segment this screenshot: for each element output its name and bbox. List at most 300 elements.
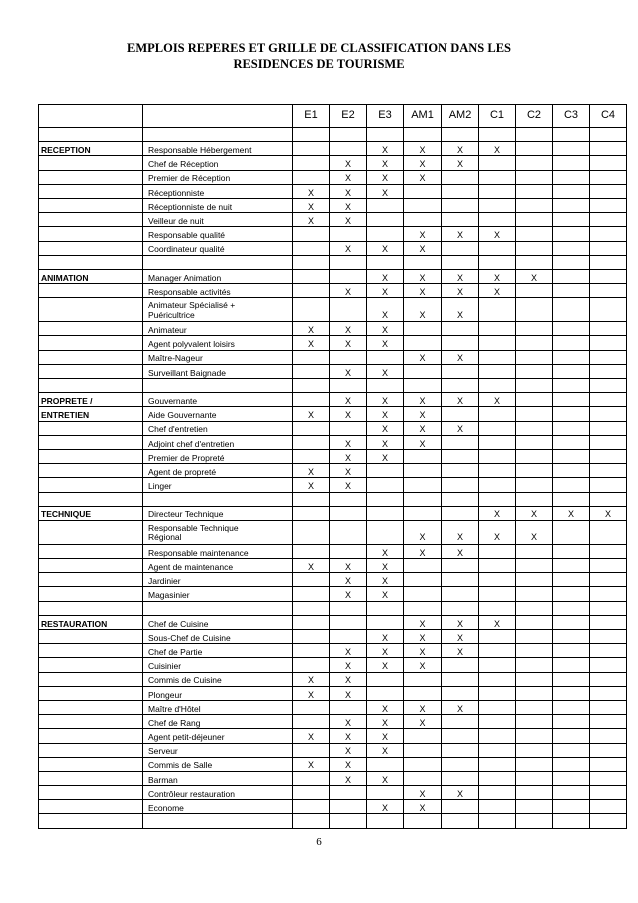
mark-c4 <box>590 322 627 336</box>
spacer-row <box>39 492 627 506</box>
mark-c1 <box>479 170 516 184</box>
mark-e3: X <box>367 771 404 785</box>
empty-cell <box>516 814 553 828</box>
empty-cell <box>143 379 293 393</box>
mark-e1 <box>293 364 330 378</box>
mark-e1 <box>293 142 330 156</box>
mark-e2: X <box>330 284 367 298</box>
category-cell <box>39 786 143 800</box>
category-label: PROPRETE / <box>39 393 143 407</box>
mark-c1 <box>479 544 516 558</box>
empty-cell <box>442 128 479 142</box>
mark-e3: X <box>367 364 404 378</box>
category-cell <box>39 729 143 743</box>
mark-c3 <box>553 336 590 350</box>
table-row <box>39 364 627 378</box>
mark-e1 <box>293 800 330 814</box>
mark-am2 <box>442 449 479 463</box>
job-title: Agent de maintenance <box>143 559 293 573</box>
mark-e3 <box>367 615 404 629</box>
table-row <box>39 227 627 241</box>
category-cell <box>39 350 143 364</box>
mark-am2 <box>442 213 479 227</box>
job-title: Responsable activités <box>143 284 293 298</box>
category-cell <box>39 336 143 350</box>
mark-c3 <box>553 615 590 629</box>
mark-am2 <box>442 435 479 449</box>
category-cell <box>39 800 143 814</box>
mark-am1 <box>404 757 442 771</box>
table-row <box>39 506 627 520</box>
table-row <box>39 573 627 587</box>
table-row <box>39 393 627 407</box>
job-title: Gouvernante <box>143 393 293 407</box>
mark-e2: X <box>330 559 367 573</box>
mark-am2 <box>442 336 479 350</box>
mark-c1 <box>479 644 516 658</box>
empty-cell <box>143 255 293 269</box>
job-title: Veilleur de nuit <box>143 213 293 227</box>
mark-c1 <box>479 729 516 743</box>
mark-am1: X <box>404 786 442 800</box>
category-cell <box>39 364 143 378</box>
mark-e2: X <box>330 729 367 743</box>
empty-cell <box>293 492 330 506</box>
mark-c2 <box>516 421 553 435</box>
mark-c1 <box>479 364 516 378</box>
empty-cell <box>143 492 293 506</box>
column-header-e3: E3 <box>367 105 404 128</box>
title-line-1: EMPLOIS REPERES ET GRILLE DE CLASSIFICATION DANS LES <box>126 41 511 55</box>
empty-cell <box>39 128 143 142</box>
mark-c2 <box>516 729 553 743</box>
mark-c3 <box>553 478 590 492</box>
table-row <box>39 559 627 573</box>
mark-e1: X <box>293 464 330 478</box>
empty-cell <box>442 255 479 269</box>
empty-cell <box>330 814 367 828</box>
job-title-line: Régional <box>148 532 182 543</box>
job-title: Chef de Cuisine <box>143 615 293 629</box>
mark-e2 <box>330 520 367 544</box>
mark-c4 <box>590 184 627 198</box>
mark-e1 <box>293 644 330 658</box>
mark-c3 <box>553 658 590 672</box>
mark-am2: X <box>442 786 479 800</box>
mark-am1 <box>404 213 442 227</box>
header-empty-category <box>39 105 143 128</box>
mark-am1 <box>404 336 442 350</box>
mark-c3 <box>553 729 590 743</box>
mark-am2 <box>442 184 479 198</box>
mark-e3 <box>367 350 404 364</box>
mark-am1: X <box>404 544 442 558</box>
job-title-line: Responsable Technique <box>148 523 239 534</box>
mark-am2: X <box>442 393 479 407</box>
mark-e2 <box>330 350 367 364</box>
empty-cell <box>442 814 479 828</box>
mark-am1: X <box>404 227 442 241</box>
category-cell <box>39 700 143 714</box>
mark-c4 <box>590 630 627 644</box>
empty-cell <box>330 492 367 506</box>
mark-c3 <box>553 700 590 714</box>
table-row <box>39 142 627 156</box>
mark-e3: X <box>367 269 404 283</box>
category-cell <box>39 449 143 463</box>
column-header-e1: E1 <box>293 105 330 128</box>
mark-c3 <box>553 298 590 322</box>
mark-c1 <box>479 421 516 435</box>
category-cell <box>39 686 143 700</box>
table-row <box>39 184 627 198</box>
table-row <box>39 800 627 814</box>
category-cell <box>39 520 143 544</box>
mark-e1: X <box>293 478 330 492</box>
job-title: Maître-Nageur <box>143 350 293 364</box>
mark-e2: X <box>330 184 367 198</box>
mark-c2 <box>516 715 553 729</box>
mark-e3 <box>367 520 404 544</box>
mark-c4 <box>590 227 627 241</box>
mark-c2 <box>516 322 553 336</box>
mark-c4 <box>590 269 627 283</box>
mark-am1: X <box>404 350 442 364</box>
mark-c4 <box>590 364 627 378</box>
category-cell <box>39 298 143 322</box>
mark-am1: X <box>404 298 442 322</box>
mark-c4 <box>590 170 627 184</box>
mark-am2 <box>442 672 479 686</box>
mark-c1 <box>479 298 516 322</box>
mark-c4 <box>590 672 627 686</box>
mark-c2 <box>516 478 553 492</box>
mark-am2 <box>442 464 479 478</box>
mark-c1: X <box>479 227 516 241</box>
mark-c4 <box>590 213 627 227</box>
job-title: Plongeur <box>143 686 293 700</box>
mark-c4 <box>590 715 627 729</box>
mark-am1: X <box>404 700 442 714</box>
mark-c2 <box>516 658 553 672</box>
mark-c2 <box>516 630 553 644</box>
category-cell <box>39 284 143 298</box>
mark-c1 <box>479 587 516 601</box>
job-title-line: Animateur Spécialisé + <box>148 300 236 311</box>
mark-am2 <box>442 757 479 771</box>
category-cell <box>39 464 143 478</box>
table-row <box>39 644 627 658</box>
mark-am2: X <box>442 142 479 156</box>
empty-cell <box>516 379 553 393</box>
job-title: Réceptionniste de nuit <box>143 198 293 212</box>
mark-e1 <box>293 393 330 407</box>
mark-c2 <box>516 464 553 478</box>
title-line-2: RESIDENCES DE TOURISME <box>233 57 405 71</box>
mark-am1: X <box>404 284 442 298</box>
empty-cell <box>330 379 367 393</box>
mark-e3: X <box>367 630 404 644</box>
mark-e2: X <box>330 644 367 658</box>
table-row <box>39 729 627 743</box>
job-title: Agent petit-déjeuner <box>143 729 293 743</box>
mark-e3: X <box>367 336 404 350</box>
mark-c3 <box>553 559 590 573</box>
mark-am1 <box>404 449 442 463</box>
mark-c1 <box>479 350 516 364</box>
category-cell <box>39 743 143 757</box>
spacer-row <box>39 814 627 828</box>
mark-e2: X <box>330 743 367 757</box>
mark-c4 <box>590 587 627 601</box>
column-header-e2: E2 <box>330 105 367 128</box>
mark-c3 <box>553 407 590 421</box>
table-row <box>39 544 627 558</box>
mark-c3 <box>553 227 590 241</box>
mark-e3: X <box>367 156 404 170</box>
mark-am1: X <box>404 630 442 644</box>
mark-c2 <box>516 800 553 814</box>
empty-cell <box>143 128 293 142</box>
mark-c2 <box>516 743 553 757</box>
mark-c3 <box>553 771 590 785</box>
spacer-row <box>39 255 627 269</box>
mark-e1 <box>293 715 330 729</box>
mark-e1 <box>293 587 330 601</box>
mark-c4 <box>590 198 627 212</box>
mark-e2: X <box>330 757 367 771</box>
mark-c1: X <box>479 393 516 407</box>
mark-c3 <box>553 156 590 170</box>
mark-e3 <box>367 757 404 771</box>
empty-cell <box>39 255 143 269</box>
empty-cell <box>442 379 479 393</box>
table-row <box>39 350 627 364</box>
mark-c4 <box>590 729 627 743</box>
mark-am2: X <box>442 156 479 170</box>
mark-c2 <box>516 407 553 421</box>
category-label: ENTRETIEN <box>39 407 143 421</box>
mark-am2 <box>442 686 479 700</box>
mark-am1: X <box>404 658 442 672</box>
empty-cell <box>516 128 553 142</box>
table-row <box>39 336 627 350</box>
empty-cell <box>293 255 330 269</box>
empty-cell <box>293 379 330 393</box>
mark-am2 <box>442 241 479 255</box>
category-cell <box>39 421 143 435</box>
mark-am2 <box>442 587 479 601</box>
category-cell <box>39 156 143 170</box>
empty-cell <box>553 379 590 393</box>
mark-c3 <box>553 184 590 198</box>
table-row <box>39 700 627 714</box>
mark-c3 <box>553 630 590 644</box>
empty-cell <box>479 128 516 142</box>
job-title: Agent polyvalent loisirs <box>143 336 293 350</box>
table-row <box>39 630 627 644</box>
mark-am2 <box>442 478 479 492</box>
mark-am1: X <box>404 615 442 629</box>
empty-cell <box>367 255 404 269</box>
mark-e3: X <box>367 298 404 322</box>
mark-e1: X <box>293 559 330 573</box>
spacer-row <box>39 379 627 393</box>
column-header-am2: AM2 <box>442 105 479 128</box>
table-row <box>39 658 627 672</box>
mark-e1: X <box>293 686 330 700</box>
mark-c4 <box>590 350 627 364</box>
mark-c3 <box>553 435 590 449</box>
mark-c2: X <box>516 269 553 283</box>
mark-c2 <box>516 198 553 212</box>
mark-c2 <box>516 757 553 771</box>
mark-c1 <box>479 757 516 771</box>
job-title: Aide Gouvernante <box>143 407 293 421</box>
mark-am1 <box>404 743 442 757</box>
column-header-c4: C4 <box>590 105 627 128</box>
mark-c4 <box>590 298 627 322</box>
mark-e3: X <box>367 449 404 463</box>
table-row <box>39 686 627 700</box>
mark-c4 <box>590 478 627 492</box>
table-row <box>39 284 627 298</box>
mark-c4 <box>590 421 627 435</box>
empty-cell <box>590 814 627 828</box>
mark-c1 <box>479 213 516 227</box>
mark-c1 <box>479 800 516 814</box>
mark-c2 <box>516 350 553 364</box>
mark-c3 <box>553 757 590 771</box>
mark-am2: X <box>442 284 479 298</box>
mark-c2 <box>516 364 553 378</box>
mark-am2 <box>442 170 479 184</box>
mark-c1 <box>479 573 516 587</box>
job-title: Premier de Réception <box>143 170 293 184</box>
empty-cell <box>442 601 479 615</box>
mark-c3 <box>553 449 590 463</box>
empty-cell <box>553 601 590 615</box>
mark-am1 <box>404 322 442 336</box>
table-row <box>39 757 627 771</box>
empty-cell <box>590 255 627 269</box>
mark-e3 <box>367 506 404 520</box>
mark-e2 <box>330 227 367 241</box>
mark-am1 <box>404 587 442 601</box>
mark-am1 <box>404 729 442 743</box>
mark-c2 <box>516 449 553 463</box>
mark-e1: X <box>293 213 330 227</box>
mark-am1 <box>404 478 442 492</box>
mark-e3: X <box>367 658 404 672</box>
mark-am2: X <box>442 630 479 644</box>
mark-am2: X <box>442 700 479 714</box>
empty-cell <box>330 601 367 615</box>
category-cell <box>39 559 143 573</box>
mark-c2 <box>516 156 553 170</box>
mark-c4 <box>590 573 627 587</box>
mark-e1 <box>293 630 330 644</box>
empty-cell <box>479 814 516 828</box>
empty-cell <box>39 814 143 828</box>
mark-am1: X <box>404 156 442 170</box>
mark-am1: X <box>404 269 442 283</box>
mark-am2 <box>442 198 479 212</box>
mark-c1: X <box>479 520 516 544</box>
mark-e3: X <box>367 170 404 184</box>
mark-c1 <box>479 435 516 449</box>
mark-c4 <box>590 800 627 814</box>
empty-cell <box>479 255 516 269</box>
mark-am2 <box>442 364 479 378</box>
mark-c1 <box>479 407 516 421</box>
mark-e2: X <box>330 464 367 478</box>
job-title: Maître d'Hôtel <box>143 700 293 714</box>
mark-am2: X <box>442 421 479 435</box>
category-cell <box>39 322 143 336</box>
empty-cell <box>590 379 627 393</box>
mark-e1 <box>293 421 330 435</box>
mark-c1 <box>479 449 516 463</box>
mark-c2 <box>516 544 553 558</box>
category-cell <box>39 573 143 587</box>
mark-c2 <box>516 336 553 350</box>
mark-c2 <box>516 644 553 658</box>
category-label: TECHNIQUE <box>39 506 143 520</box>
empty-cell <box>590 492 627 506</box>
mark-c1 <box>479 336 516 350</box>
job-title: Chef de Partie <box>143 644 293 658</box>
mark-c4 <box>590 449 627 463</box>
mark-e3: X <box>367 800 404 814</box>
mark-c3 <box>553 284 590 298</box>
empty-cell <box>590 601 627 615</box>
classification-table <box>38 104 627 829</box>
mark-c3 <box>553 350 590 364</box>
mark-e1 <box>293 700 330 714</box>
mark-e1 <box>293 227 330 241</box>
mark-e1 <box>293 743 330 757</box>
table-row <box>39 771 627 785</box>
mark-c2 <box>516 142 553 156</box>
mark-c4 <box>590 786 627 800</box>
empty-cell <box>404 379 442 393</box>
empty-cell <box>516 255 553 269</box>
job-title: Sous-Chef de Cuisine <box>143 630 293 644</box>
category-cell <box>39 198 143 212</box>
empty-cell <box>293 601 330 615</box>
empty-cell <box>553 814 590 828</box>
header-row <box>39 105 627 128</box>
header-empty-job <box>143 105 293 128</box>
job-title: Animateur <box>143 322 293 336</box>
category-cell <box>39 227 143 241</box>
mark-c2 <box>516 771 553 785</box>
mark-c2 <box>516 700 553 714</box>
mark-am2: X <box>442 350 479 364</box>
job-title: Commis de Cuisine <box>143 672 293 686</box>
mark-e3: X <box>367 407 404 421</box>
category-label: RESTAURATION <box>39 615 143 629</box>
category-cell <box>39 771 143 785</box>
empty-cell <box>367 492 404 506</box>
mark-am2 <box>442 771 479 785</box>
mark-c4 <box>590 559 627 573</box>
mark-am2: X <box>442 644 479 658</box>
mark-c4 <box>590 658 627 672</box>
mark-c4 <box>590 156 627 170</box>
mark-am1: X <box>404 715 442 729</box>
